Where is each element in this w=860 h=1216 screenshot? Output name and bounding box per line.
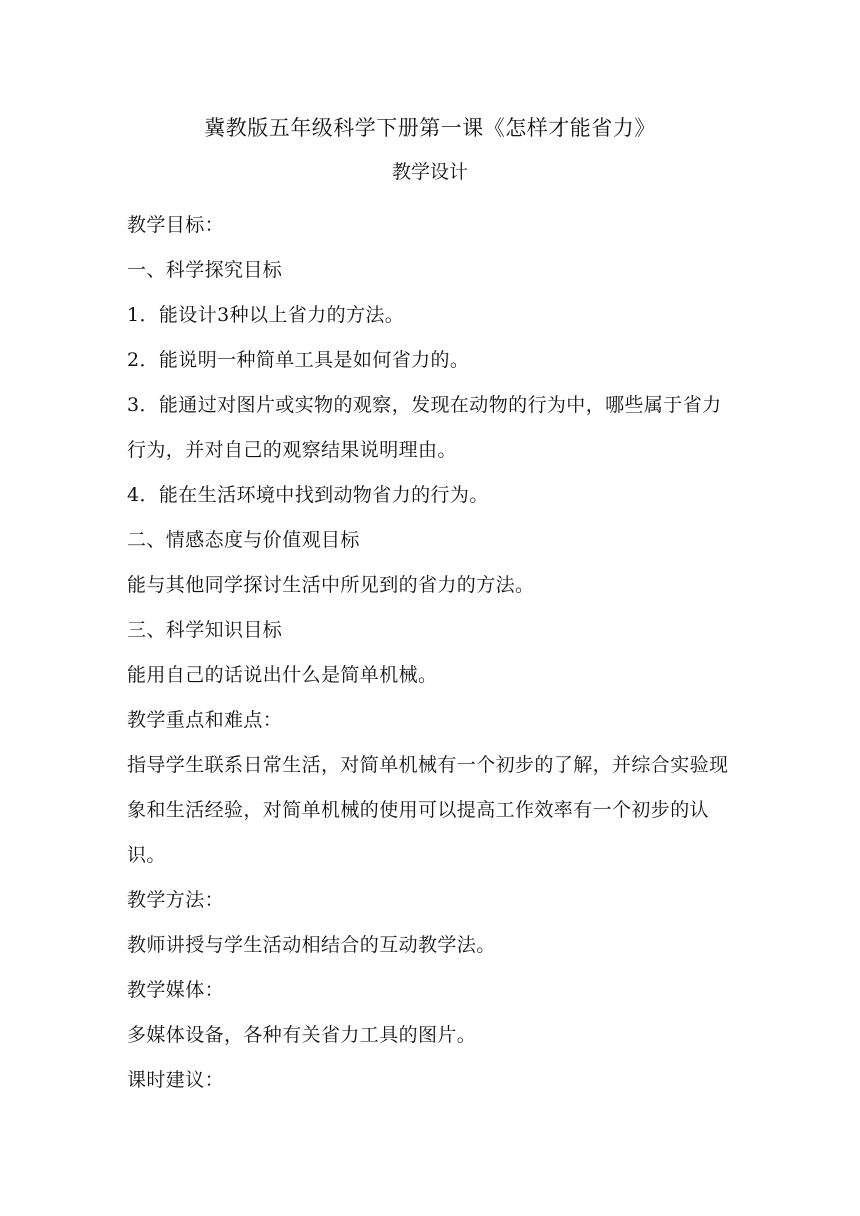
paragraph: 教师讲授与学生活动相结合的互动教学法。 [127,934,496,956]
heading-teaching-method: 教学方法： [127,889,225,911]
list-item: 1．能设计3种以上省力的方法。 [127,304,405,326]
heading-teaching-objectives: 教学目标： [127,214,225,236]
document-subtitle: 教学设计 [391,161,468,183]
paragraph: 能用自己的话说出什么是简单机械。 [127,664,438,686]
heading-key-points: 教学重点和难点： [127,709,283,731]
section-heading-inquiry: 一、科学探究目标 [127,259,283,281]
list-item: 2．能说明一种简单工具是如何省力的。 [127,349,470,371]
list-item: 4．能在生活环境中找到动物省力的行为。 [127,484,489,506]
heading-class-hours: 课时建议： [127,1069,225,1091]
list-item: 3．能通过对图片或实物的观察，发现在动物的行为中，哪些属于省力行为，并对自己的观察结果说明理由。 [127,394,722,461]
paragraph: 指导学生联系日常生活，对简单机械有一个初步的了解，并综合实验现象和生活经验，对简单机械的使用可以提高工作效率有一个初步的认识。 [127,754,729,866]
document-body [127,203,739,1103]
section-heading-knowledge: 三、科学知识目标 [127,619,283,641]
section-heading-attitude: 二、情感态度与价值观目标 [127,529,360,551]
paragraph: 能与其他同学探讨生活中所见到的省力的方法。 [127,574,535,596]
heading-teaching-media: 教学媒体： [127,979,225,1001]
document-title: 冀教版五年级科学下册第一课《怎样才能省力》 [204,116,656,140]
paragraph: 多媒体设备，各种有关省力工具的图片。 [127,1024,477,1046]
